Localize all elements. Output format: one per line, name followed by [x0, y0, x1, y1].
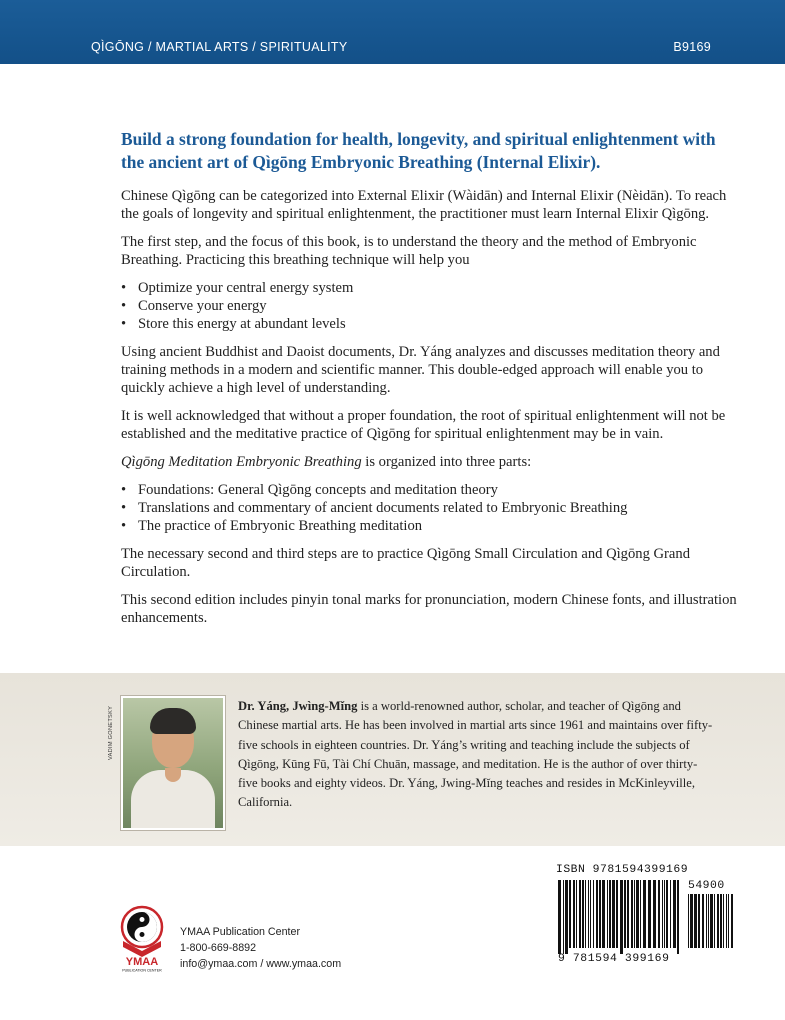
price-code: 54900: [688, 880, 725, 892]
book-title: Qìgōng Meditation Embryonic Breathing: [121, 454, 362, 470]
list-item: • Store this energy at abundant levels: [121, 315, 741, 333]
isbn-label: ISBN 9781594399169: [556, 864, 689, 876]
category-label: QÌGŌNG / MARTIAL ARTS / SPIRITUALITY: [91, 40, 348, 54]
paragraph-next-steps: The necessary second and third steps are to practice Qìgōng Small Circulation and Qìgōng Grand Circulation.: [121, 546, 690, 580]
price-barcode: [688, 894, 734, 954]
header-bar: [0, 0, 785, 64]
ymaa-logo: [117, 903, 167, 973]
barcode-block: [556, 864, 736, 970]
book-code: B9169: [673, 40, 711, 54]
list-item: • Translations and commentary of ancient documents related to Embryonic Breathing: [121, 499, 741, 517]
paragraph-edition: This second edition includes pinyin tonal marks for pronunciation, modern Chinese fonts, and illustration enhancements.: [121, 592, 737, 626]
description: [121, 128, 741, 637]
publisher-name: YMAA Publication Center: [180, 926, 300, 938]
paragraph-intro: Chinese Qìgōng can be categorized into External Elixir (Wàidān) and Internal Elixir (Nèidān). To reach the goals of longevity and spiritual enlightenment, the practitioner must learn Internal Elixir Qìgōng.: [121, 188, 727, 222]
list-item: • Foundations: General Qìgōng concepts and meditation theory: [121, 481, 741, 499]
publisher-info: [180, 924, 341, 972]
parts-list: [121, 481, 741, 535]
isbn-digits: 9 781594 399169: [558, 953, 670, 965]
list-item: • The practice of Embryonic Breathing meditation: [121, 517, 741, 535]
publisher-phone: 1-800-669-8892: [180, 942, 257, 954]
author-name: Dr. Yáng, Jwìng-Mǐng: [238, 699, 358, 713]
paragraph-organization: [121, 453, 741, 471]
benefit-list: [121, 279, 741, 333]
paragraph-first-step: The first step, and the focus of this book, is to understand the theory and the method of Embryonic Breathing. Practicing this breathing technique will help you: [121, 234, 697, 268]
list-item: • Conserve your energy: [121, 297, 741, 315]
paragraph-method: Using ancient Buddhist and Daoist documents, Dr. Yáng analyzes and discusses meditation theory and training methods in a modern and scientific manner. This double-edged approach will enable you to quickly achieve a high level of understanding.: [121, 344, 720, 396]
organization-text: is organized into three parts:: [361, 454, 532, 470]
publisher-contact: info@ymaa.com / www.ymaa.com: [180, 958, 342, 970]
paragraph-foundation: It is well acknowledged that without a proper foundation, the root of spiritual enlightenment will not be established and the meditative practice of Qìgōng for spiritual enlightenment may be in vain.: [121, 408, 726, 442]
author-bio-text: is a world-renowned author, scholar, and teacher of Qìgōng and Chinese martial arts. He has been involved in martial arts since 1961 and maintains over fifty-five schools in eighteen countries. Dr. Yáng’s writing and teaching include the subjects of Qìgōng, Kūng Fū, Tài Chí Chuān, massage, and meditation. He is the author of over thirty-five books and eighty videos. Dr. Yáng, Jwing-Mǐng teaches and resides in McKinleyville, California.: [238, 699, 713, 810]
photo-credit: VADIM GONETSKY: [108, 705, 114, 760]
author-photo: [121, 696, 225, 830]
isbn-barcode: [558, 880, 680, 954]
headline: Build a strong foundation for health, longevity, and spiritual enlightenment with the ancient art of Qìgōng Embryonic Breathing (Internal Elixir).: [121, 129, 716, 172]
author-bio: [238, 697, 716, 813]
list-item: • Optimize your central energy system: [121, 279, 741, 297]
logo-subtext: PUBLICATION CENTER: [122, 968, 162, 973]
logo-text: YMAA: [125, 956, 159, 968]
